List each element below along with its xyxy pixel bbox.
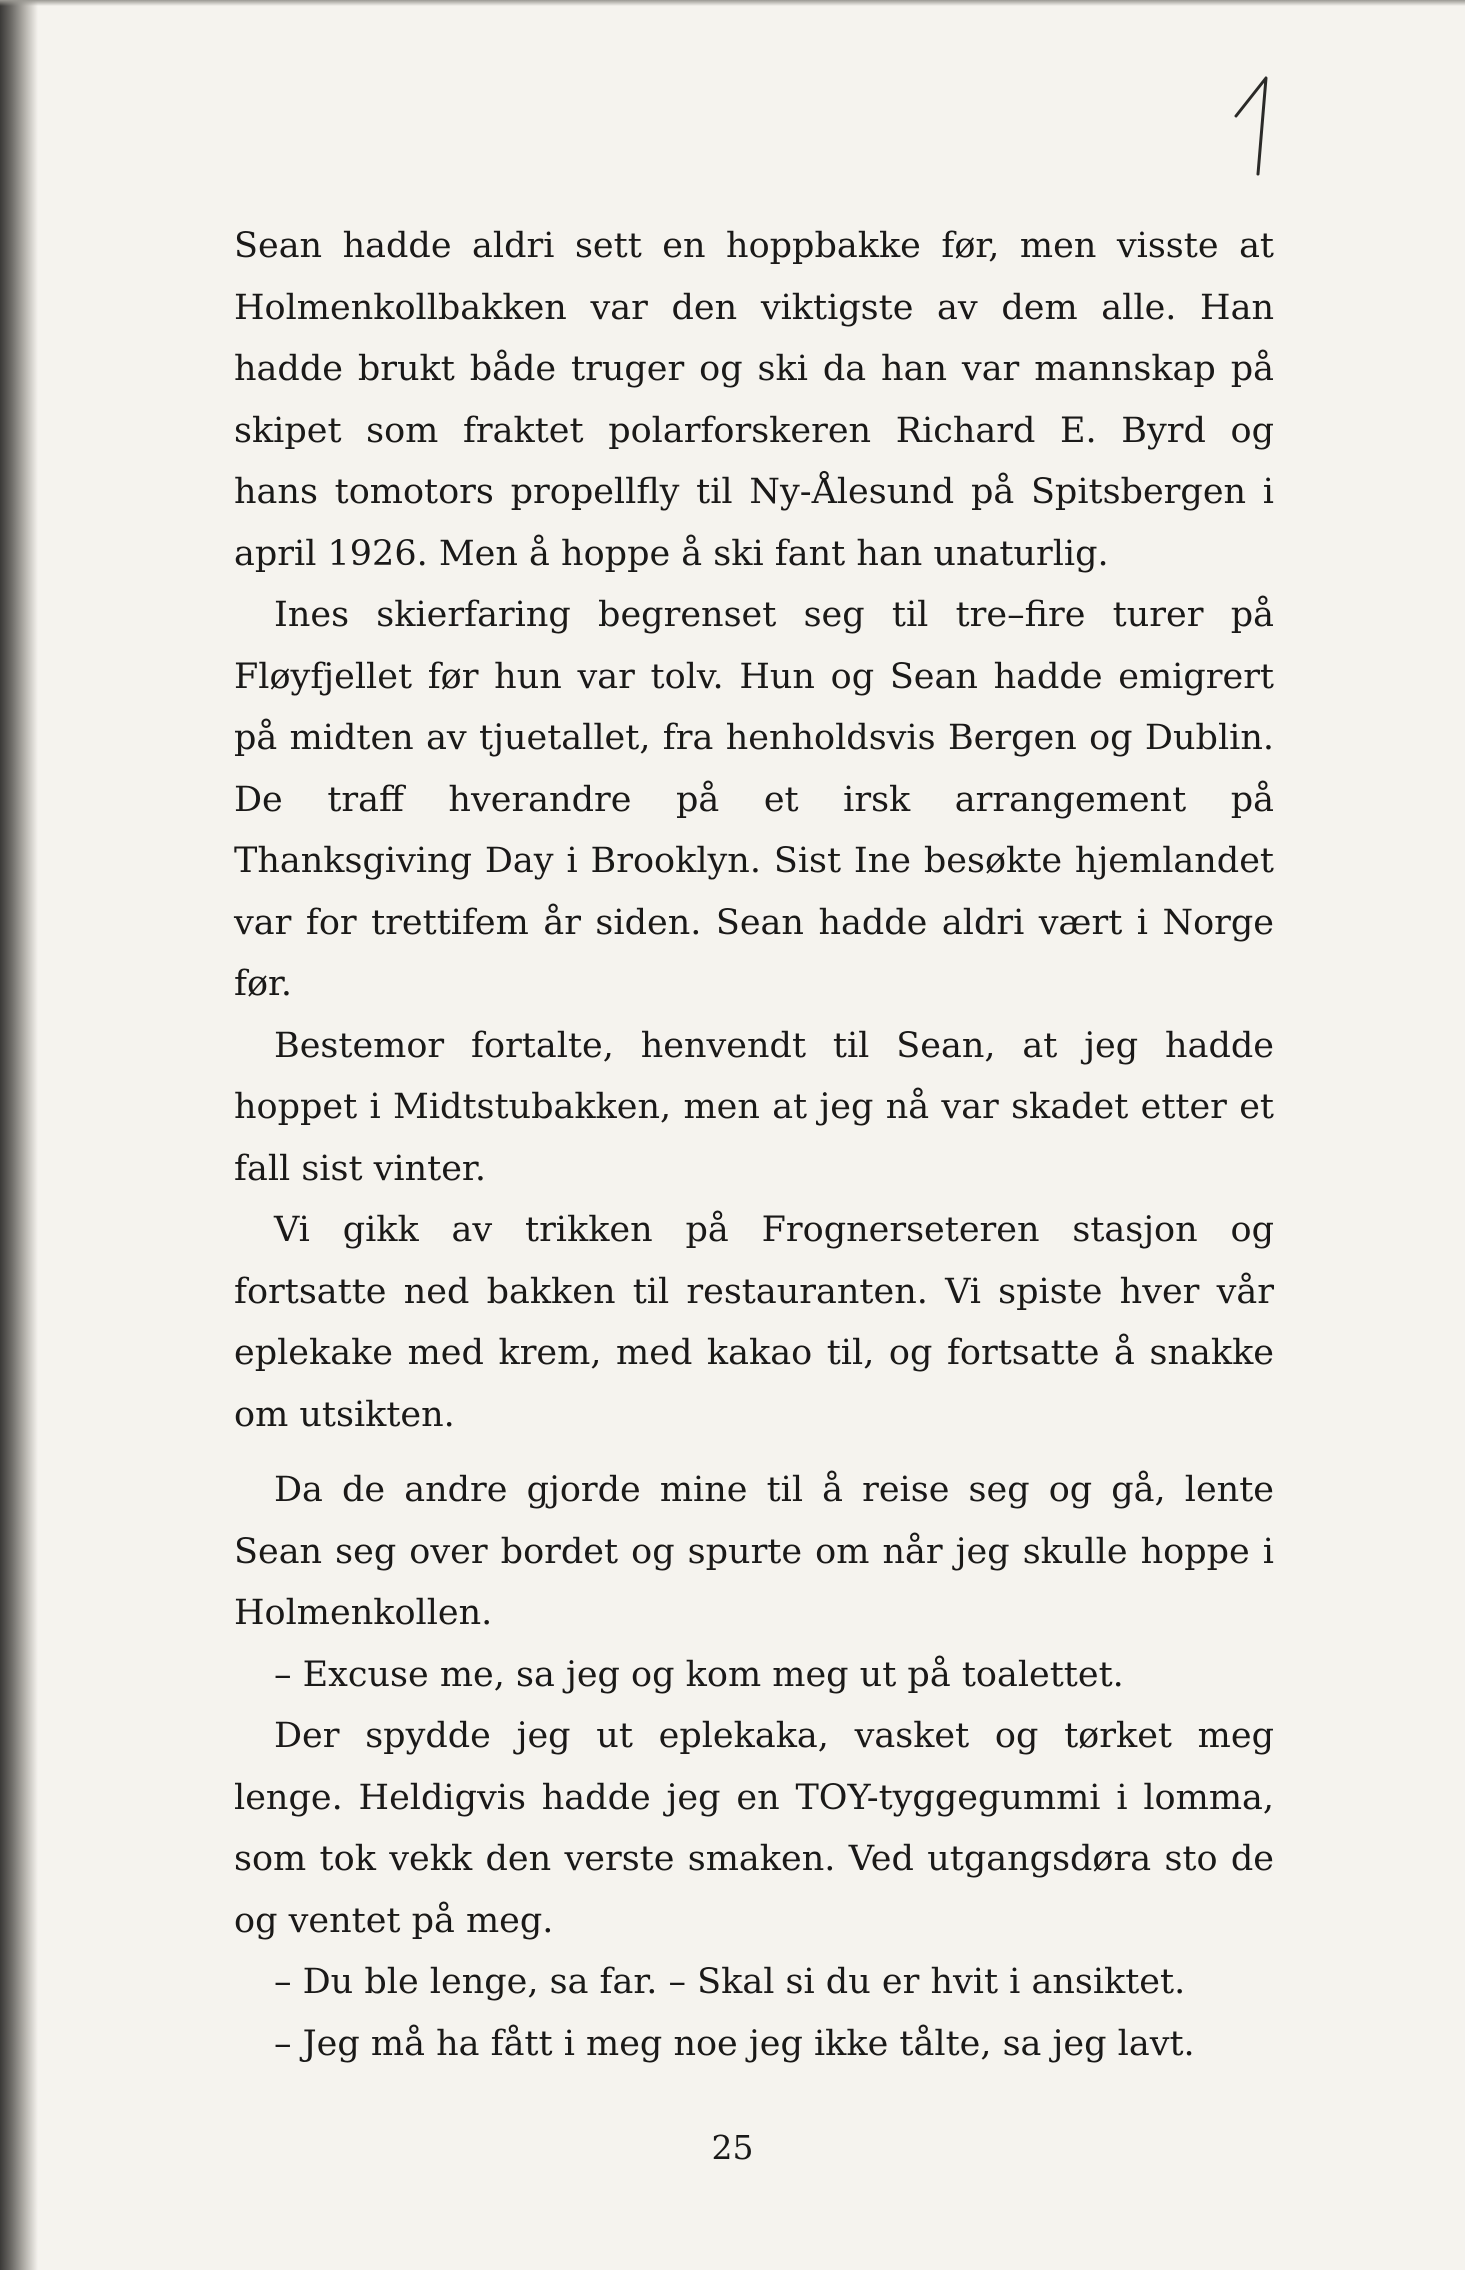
dialogue-line: – Excuse me, sa jeg og kom meg ut på toalettet. [274,1654,1124,1695]
page-number: 25 [711,2128,754,2167]
page-top-edge [0,0,1465,6]
paragraph: Der spydde jeg ut eplekaka, vasket og tørket meg lenge. Heldigvis hadde jeg en TOY-tyggegummi i lomma, som tok vekk den verste smaken. Ved utgangsdøra sto de og ventet på meg. [234,1716,1274,1941]
dialogue-line: – Jeg må ha fått i meg noe jeg ikke tålte, sa jeg lavt. [274,2023,1195,2064]
spine-shadow [0,0,38,2270]
handwritten-page-mark [1228,64,1288,184]
body-text [234,216,1274,2075]
paragraph: Vi gikk av trikken på Frognerseteren stasjon og fortsatte ned bakken til restauranten. Vi spiste hver vår eplekake med krem, med kakao til, og fortsatte å snakke om utsikten. [234,1210,1274,1435]
paragraph: Da de andre gjorde mine til å reise seg og gå, lente Sean seg over bordet og spurte om når jeg skulle hoppe i Holmenkollen. [234,1470,1274,1633]
paragraph: Ines skierfaring begrenset seg til tre–fire turer på Fløyfjellet før hun var tolv. Hun og Sean hadde emigrert på midten av tjuetallet, fra henholdsvis Bergen og Dublin. De traff hverandre på et irsk arrangement på Thanksgiving Day i Brooklyn. Sist Ine besøkte hjemlandet var for trettifem år siden. Sean hadde aldri vært i Norge før. [234,595,1274,1004]
paragraph: Bestemor fortalte, henvendt til Sean, at jeg hadde hoppet i Midtstubakken, men at jeg nå var skadet etter et fall sist vinter. [234,1025,1274,1189]
dialogue-line: – Du ble lenge, sa far. – Skal si du er hvit i ansiktet. [274,1962,1186,2002]
paragraph: Sean hadde aldri sett en hoppbakke før, men visste at Holmenkollbakken var den viktigste av dem alle. Han hadde brukt både truger og ski da han var mannskap på skipet som fraktet polarforskeren Richard E. Byrd og hans tomotors propellfly til Ny-Ålesund på Spitsbergen i april 1926. Men å hoppe å ski fant han unaturlig. [234,226,1274,574]
